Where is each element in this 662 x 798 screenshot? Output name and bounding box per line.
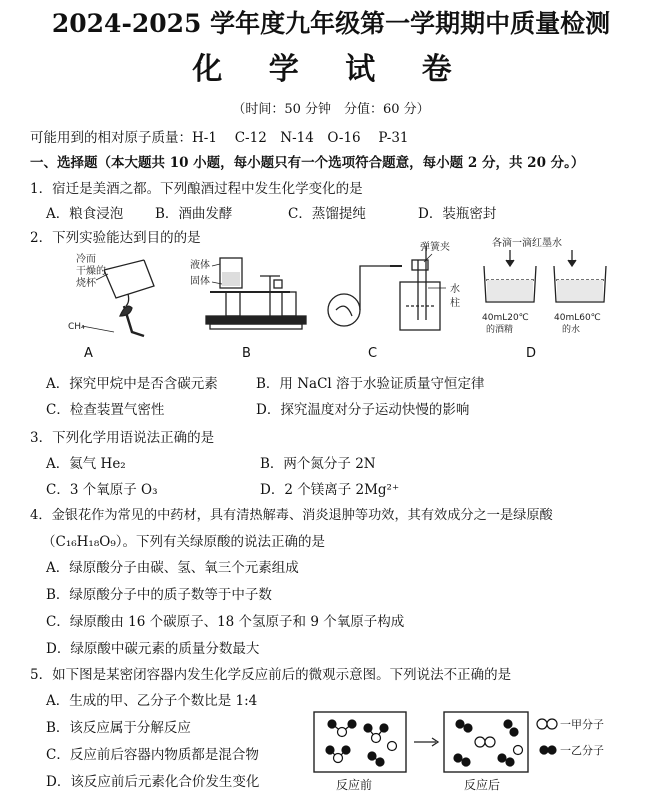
q1-option-a: A．粮食浸泡 (46, 206, 124, 222)
legend (537, 719, 557, 754)
figure-a-gas-label: CH₄ (68, 322, 85, 332)
atomic-masses: 可能用到的相对原子质量：H-1 C-12 N-14 O-16 P-31 (30, 130, 409, 146)
after-label: 反应后 (464, 778, 501, 792)
q5-option-c: C．反应前后容器内物质都是混合物 (46, 747, 259, 763)
figure-d-left-label-1: 40mL20℃ (482, 313, 529, 323)
q2-option-c: C．检查装置气密性 (46, 402, 165, 418)
figure-d-right-label-1: 40mL60℃ (554, 313, 601, 323)
q4-stem-line2: （C₁₆H₁₈O₉）。下列有关绿原酸的说法正确的是 (42, 534, 325, 550)
figure-c (328, 240, 460, 330)
q4-option-c: C．绿原酸由 16 个碳原子、18 个氢原子和 9 个氧原子构成 (46, 614, 405, 630)
figure-c-water-label-2: 柱 (450, 298, 460, 309)
figure-caption-b: B (242, 346, 251, 361)
q2-stem: 2．下列实验能达到目的的是 (30, 230, 201, 246)
figure-c-water-label-1: 水 (450, 284, 460, 295)
figure-caption-c: C (368, 346, 378, 361)
q1-option-b: B．酒曲发酵 (155, 206, 233, 222)
figure-a-label-line1: 冷而 (76, 254, 96, 265)
q2-experiment-figure (60, 236, 660, 364)
figure-c-clamp-label: 弹簧夹 (420, 242, 450, 253)
figure-d-drop-label: 各滴一滴红墨水 (492, 238, 562, 249)
q1-option-c: C．蒸馏提纯 (288, 206, 366, 222)
figure-a (68, 252, 154, 336)
figure-d-right-label-2: 的水 (562, 325, 581, 335)
figure-d (482, 236, 606, 335)
q3-option-b: B．两个氮分子 2N (260, 456, 376, 472)
after-molecules (454, 720, 523, 766)
figure-caption-d: D (526, 346, 537, 361)
q2-option-d: D．探究温度对分子运动快慢的影响 (256, 402, 470, 418)
figure-a-label-line2: 干燥的 (76, 266, 106, 277)
exam-title: 2024-2025 学年度九年级第一学期期中质量检测 (51, 9, 611, 38)
legend-b-label: 一乙分子 (560, 744, 604, 757)
figure-a-label-line3: 烧杯 (76, 278, 96, 289)
exam-info: （时间：50 分钟 分值：60 分） (232, 102, 430, 117)
q2-option-a: A．探究甲烷中是否含碳元素 (46, 376, 218, 392)
q1-stem: 1．宿迁是美酒之都。下列酿酒过程中发生化学变化的是 (30, 181, 363, 197)
subject-title: 化 学 试 卷 (192, 52, 470, 87)
q3-option-a: A．氦气 He₂ (46, 456, 126, 472)
figure-b (190, 258, 306, 329)
q5-stem: 5．如下图是某密闭容器内发生化学反应前后的微观示意图。下列说法不正确的是 (30, 667, 512, 683)
legend-a-label: 一甲分子 (560, 718, 604, 731)
q3-option-d: D．2 个镁离子 2Mg²⁺ (260, 482, 400, 498)
q4-option-d: D．绿原酸中碳元素的质量分数最大 (46, 641, 260, 657)
figure-b-solid-label: 固体 (190, 276, 210, 287)
q5-option-a: A．生成的甲、乙分子个数比是 1:4 (46, 693, 258, 709)
q2-option-b: B．用 NaCl 溶于水验证质量守恒定律 (256, 376, 485, 392)
q1-option-d: D．装瓶密封 (418, 206, 497, 222)
figure-d-left-label-2: 的酒精 (486, 325, 514, 335)
figure-b-liquid-label: 液体 (190, 260, 210, 271)
before-label: 反应前 (336, 778, 373, 792)
q5-reaction-figure (312, 706, 652, 796)
q5-option-d: D．该反应前后元素化合价发生变化 (46, 774, 260, 790)
section1-heading: 一、选择题（本大题共 10 小题，每小题只有一个选项符合题意，每小题 2 分，共 20 分。） (30, 155, 585, 171)
q4-option-b: B．绿原酸分子中的质子数等于中子数 (46, 587, 272, 603)
q3-stem: 3．下列化学用语说法正确的是 (30, 430, 215, 446)
before-molecules (326, 720, 397, 766)
figure-caption-a: A (84, 346, 93, 361)
q4-option-a: A．绿原酸分子由碳、氢、氧三个元素组成 (46, 560, 299, 576)
q4-stem-line1: 4．金银花作为常见的中药材，具有清热解毒、消炎退肿等功效，其有效成分之一是绿原酸 (30, 508, 553, 523)
q5-option-b: B．该反应属于分解反应 (46, 720, 191, 736)
q3-option-c: C．3 个氧原子 O₃ (46, 482, 158, 498)
